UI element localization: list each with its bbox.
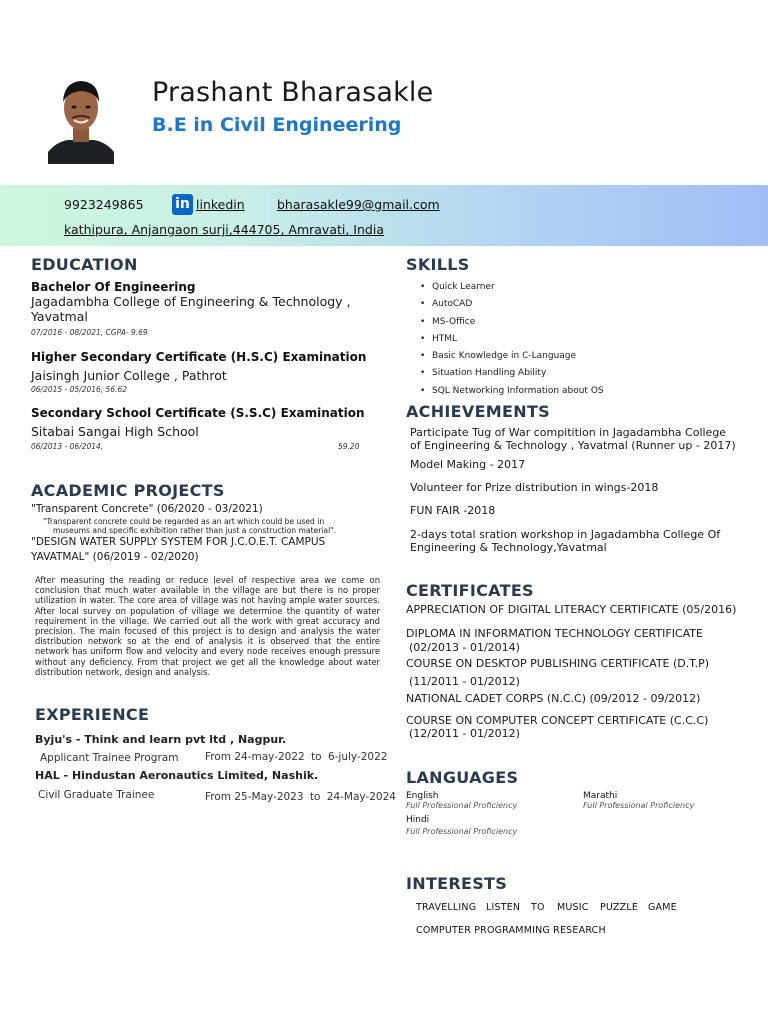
from-label: From: [205, 791, 232, 803]
skill-item: • MS-Office: [432, 315, 732, 332]
edu-school-line: Yavatmal: [31, 309, 88, 324]
from-date: 24-may-2022: [234, 751, 305, 763]
achievement-line: of Engineering & Technology , Yavatmal (Runner up - 2017): [410, 438, 736, 452]
certificate-line: COURSE ON DESKTOP PUBLISHING CERTIFICATE (D.T.P): [406, 657, 710, 670]
interest-word: PUZZLE: [600, 902, 639, 913]
certificate-line: COURSE ON COMPUTER CONCEPT CERTIFICATE (C.C.C): [406, 714, 709, 727]
skill-item: • Situation Handling Ability: [432, 366, 732, 383]
projects-heading: ACADEMIC PROJECTS: [31, 481, 225, 500]
email-link[interactable]: bharasakle99@gmail.com: [277, 197, 440, 212]
project-title-line: YAVATMAL" (06/2019 - 02/2020): [31, 551, 199, 563]
certificate-line: DIPLOMA IN INFORMATION TECHNOLOGY CERTIFICATE: [406, 627, 703, 640]
achievement-line: Engineering & Technology,Yavatmal: [410, 540, 607, 554]
phone-number[interactable]: 9923249865: [64, 197, 144, 212]
experience-company: Byju's - Think and learn pvt ltd , Nagpur.: [35, 733, 287, 746]
interest-word: LISTEN: [486, 902, 521, 913]
address-link[interactable]: kathipura, Anjangaon surji,444705, Amravati, India: [64, 222, 384, 237]
certificate-item: [406, 626, 703, 656]
interests-heading: INTERESTS: [406, 874, 508, 893]
achievement-line: Participate Tug of War compitition in Jagadambha College: [410, 426, 727, 439]
to-label: to: [311, 751, 322, 763]
achievement-line: 2-days total sration workshop in Jagadambha College Of: [410, 528, 721, 541]
achievement-item: [410, 529, 720, 554]
certificate-line: (12/2011 - 01/2012): [409, 727, 520, 740]
experience-dates: [205, 791, 396, 803]
project-title: "Transparent Concrete" (06/2020 - 03/2021): [31, 503, 263, 515]
skill-item: • AutoCAD: [432, 297, 732, 314]
edu-date: 07/2016 - 08/2021, CGPA- 9.69: [31, 328, 148, 337]
language-item: [406, 815, 517, 836]
certificate-line: (02/2013 - 01/2014): [409, 641, 520, 654]
edu-date: 06/2013 - 06/2014,: [31, 442, 104, 451]
interest-line: COMPUTER PROGRAMMING RESEARCH: [416, 925, 606, 936]
candidate-name: Prashant Bharasakle: [152, 77, 434, 108]
experience-dates: [205, 751, 387, 763]
edu-school: [31, 294, 371, 324]
skill-item: • Quick Learner: [432, 280, 732, 297]
achievement-item: [410, 427, 736, 452]
to-label: to: [309, 791, 321, 803]
language-level: Full Professional Proficiency: [583, 801, 695, 810]
certificate-item: [406, 713, 708, 742]
education-heading: EDUCATION: [31, 255, 138, 274]
to-date: 6-july-2022: [327, 751, 388, 763]
interest-word: TO: [531, 902, 545, 913]
edu-school: Jaisingh Junior College , Pathrot: [31, 368, 227, 383]
achievement-item: Model Making - 2017: [410, 458, 526, 471]
interest-word: MUSIC: [557, 902, 589, 913]
to-date: 24-May-2024: [326, 791, 396, 803]
project-quote-line: museums and specific exhibition rather than just a construction material".: [53, 526, 337, 535]
project-quote: [43, 517, 373, 535]
achievement-item: Volunteer for Prize distribution in wings-2018: [410, 481, 659, 494]
language-item: [406, 791, 517, 810]
experience-role: Civil Graduate Trainee: [38, 789, 155, 801]
edu-score: 59.20: [338, 442, 360, 451]
language-item: [583, 791, 694, 810]
linkedin-link[interactable]: linkedin: [196, 197, 245, 212]
project-title: [31, 535, 325, 564]
achievement-item: FUN FAIR -2018: [410, 504, 496, 517]
project-quote-line: "Transparent concrete could be regarded as an art which could be used in: [43, 517, 325, 526]
language-level: Full Professional Proficiency: [406, 801, 518, 810]
certificate-item: [406, 656, 709, 690]
certificates-heading: CERTIFICATES: [406, 581, 534, 600]
interest-word: GAME: [648, 902, 677, 913]
skill-item: • SQL Networking Information about OS: [432, 384, 732, 401]
from-date: 25-May-2023: [234, 791, 304, 803]
experience-heading: EXPERIENCE: [35, 705, 150, 724]
experience-role: Applicant Trainee Program: [40, 752, 179, 764]
candidate-degree: B.E in Civil Engineering: [152, 114, 402, 136]
edu-date: 06/2015 - 05/2016, 56.62: [31, 385, 128, 394]
linkedin-icon[interactable]: in: [172, 194, 193, 215]
language-level: Full Professional Proficiency: [406, 827, 518, 836]
skills-heading: SKILLS: [406, 255, 470, 274]
interest-word: TRAVELLING: [416, 902, 477, 913]
edu-title: Higher Secondary Certificate (H.S.C) Examination: [31, 350, 367, 364]
language-name: Hindi: [406, 815, 430, 825]
languages-heading: LANGUAGES: [406, 768, 519, 787]
project-description: After measuring the reading or reduce level of respective area we come on conclusion that much water available in the village are but there is no proper utilization in water. The core area of village was not having ample water sources. After local survey on population of village we determine the quantity of water requirement in the village. We carried out all the work with great accuracy and precision. The main focused of this project is to design and analysis the water distribution network so at the end of analysis it is observed that the entire network has uniform flow and velocity and every node receives enough pressure without any deficiency. From that project we get all the knowledge about water distribution network, design and analysis.: [35, 575, 380, 677]
profile-photo: [48, 72, 114, 164]
certificate-item: NATIONAL CADET CORPS (N.C.C) (09/2012 - 09/2012): [406, 692, 701, 705]
project-title-line: "DESIGN WATER SUPPLY SYSTEM FOR J.C.O.E.T. CAMPUS: [31, 536, 326, 548]
certificate-line: (11/2011 - 01/2012): [409, 675, 520, 688]
edu-title: Bachelor Of Engineering: [31, 280, 196, 294]
skills-list: [420, 280, 732, 401]
skill-item: • HTML: [432, 332, 732, 349]
skill-item: • Basic Knowledge in C-Language: [432, 349, 732, 366]
achievements-heading: ACHIEVEMENTS: [406, 402, 550, 421]
edu-school-line: Jagadambha College of Engineering & Technology ,: [31, 294, 351, 309]
language-name: English: [406, 791, 439, 801]
edu-title: Secondary School Certificate (S.S.C) Examination: [31, 406, 365, 420]
experience-company: HAL - Hindustan Aeronautics Limited, Nashik.: [35, 769, 319, 782]
edu-school: Sitabai Sangai High School: [31, 424, 199, 439]
language-name: Marathi: [583, 791, 618, 801]
from-label: From: [205, 751, 232, 763]
certificate-item: APPRECIATION OF DIGITAL LITERACY CERTIFICATE (05/2016): [406, 603, 737, 616]
